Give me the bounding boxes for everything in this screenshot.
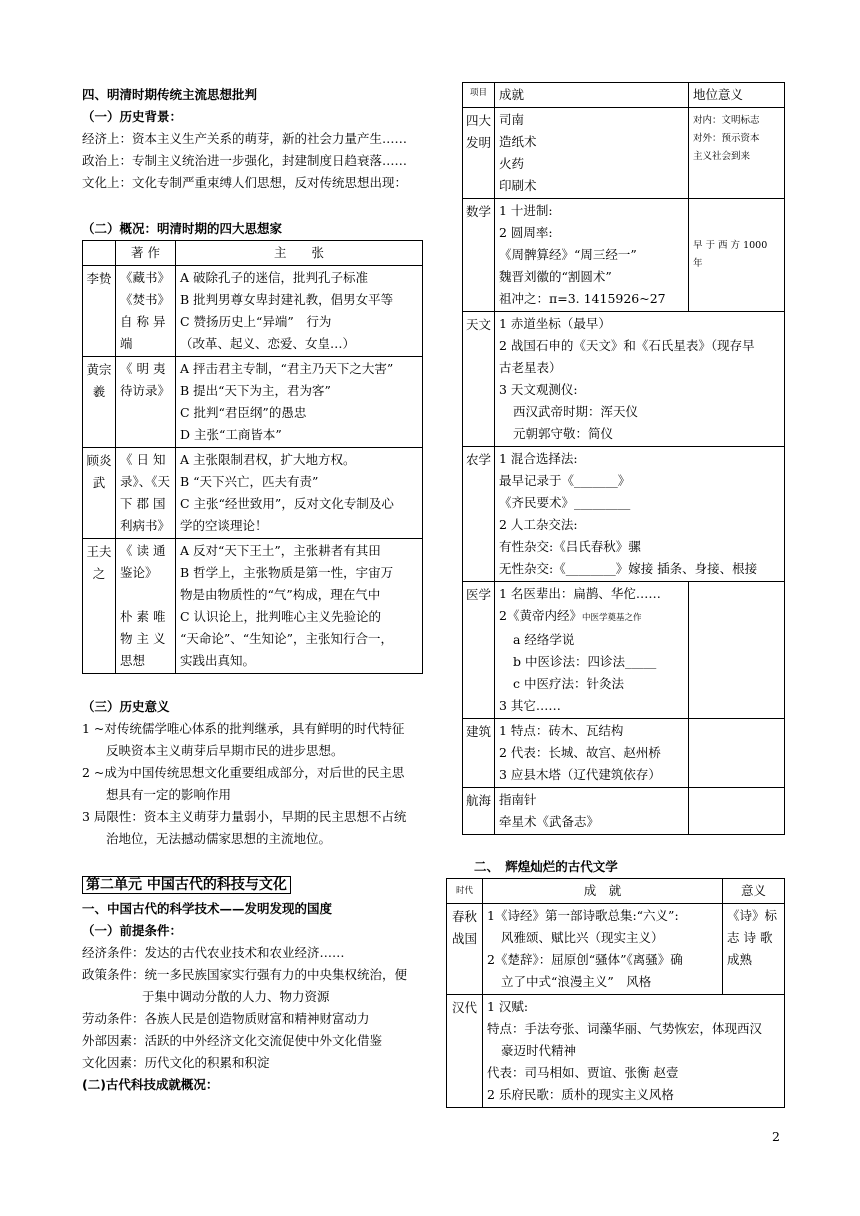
header-item: 项目 <box>463 83 495 108</box>
background-line: 文化上：文化专制严重束缚人们思想，反对传统思想出现： <box>82 175 408 190</box>
tech-content: 指南针 牵星术《武备志》 <box>495 788 689 835</box>
thinkers-table <box>82 240 423 674</box>
thinker-name: 黄宗羲 <box>83 357 116 448</box>
prerequisites-title: （一）前提条件： <box>82 923 183 938</box>
table-row <box>463 582 785 719</box>
background-line: 政治上：专制主义统治进一步强化，封建制度日趋衰落…… <box>82 153 408 168</box>
unit-2-title: 第二单元 中国古代的科技与文化 <box>82 876 291 894</box>
literature-significance: 《诗》标 志 诗 歌 成熟 <box>723 904 785 995</box>
table-row <box>83 357 423 448</box>
thinker-name: 顾炎武 <box>83 448 116 539</box>
tech-item: 农学 <box>463 447 495 582</box>
tech-significance <box>689 788 785 835</box>
thinker-name: 王夫之 <box>83 539 116 674</box>
header-achievement: 成 就 <box>483 879 723 904</box>
table-row <box>463 719 785 788</box>
tech-content: 司南 造纸术 火药 印刷术 <box>495 108 689 199</box>
thinker-works: 《 日 知 录》、《天 下 郡 国 利病书》 <box>116 448 176 539</box>
header-significance: 意义 <box>723 879 785 904</box>
tech-achievements-table <box>462 82 785 835</box>
tech-item: 建筑 <box>463 719 495 788</box>
thinker-claims: A 反对“天下王土”，主张耕者有其田 B 哲学上，主张物质是第一性，宇宙万 物是由物质性的“气”构成，理在气中 C 认识论上，批判唯心主义先验论的 “天命论”、“生知论”，主张知行合一， 实践出真知。 <box>176 539 423 674</box>
table-row <box>447 995 785 1108</box>
background-title: （一）历史背景： <box>82 109 183 124</box>
thinker-claims: A 破除孔子的迷信，批判孔子标准 B 批判男尊女卑封建礼教，倡男女平等 C 赞扬历史上“异端” 行为 （改革、起义、恋爱、女皇…） <box>176 266 423 357</box>
thinker-claims: A 主张限制君权，扩大地方权。 B “天下兴亡，匹夫有责” C 主张“经世致用”，反对文化专制及心 学的空谈理论！ <box>176 448 423 539</box>
literature-header-row <box>447 879 785 904</box>
prerequisite-line: 政策条件：统一多民族国家实行强有力的中央集权统治，便 <box>82 967 408 982</box>
unit-2-subtitle: 一、中国古代的科学技术——发明发现的国度 <box>82 901 333 916</box>
table-row <box>463 108 785 199</box>
literature-title: 二、 辉煌灿烂的古代文学 <box>474 859 618 874</box>
header-significance: 地位意义 <box>689 83 785 108</box>
literature-content: 1《诗经》第一部诗歌总集:“六义”: 风雅颂、赋比兴（现实主义） 2《楚辞》：屈原创“骚体”《离骚》确 立了中式“浪漫主义” 风格 <box>483 904 723 995</box>
header-works: 著 作 <box>116 241 176 266</box>
tech-content: 1 名医辈出：扁鹊、华佗…… 2《黄帝内经》中医学奠基之作 a 经络学说 b 中医诊法：四诊法_____ c 中医疗法：针灸法 3 其它…… <box>495 582 689 719</box>
thinker-works: 《 读 通 鉴论》 朴 素 唯 物 主 义 思想 <box>116 539 176 674</box>
prerequisite-line: 外部因素：活跃的中外经济文化交流促使中外文化借鉴 <box>82 1033 383 1048</box>
prerequisite-line: 劳动条件：各族人民是创造物质财富和精神财富动力 <box>82 1011 370 1026</box>
thinker-name: 李贽 <box>83 266 116 357</box>
literature-table <box>446 878 785 1108</box>
tech-content: 1 混合选择法: 最早记录于《_______》 《齐民要术》_________ 2 人工杂交法: 有性杂交:《吕氏春秋》骡 无性杂交:《________》嫁接 插条、身接、根接 <box>495 447 785 582</box>
table-row <box>83 266 423 357</box>
significance-line: 2 ~成为中国传统思想文化重要组成部分，对后世的民主思 <box>82 765 405 780</box>
table-row <box>83 539 423 674</box>
section-4-title: 四、明清时期传统主流思想批判 <box>82 87 258 102</box>
thinker-works: 《 明 夷 待访录》 <box>116 357 176 448</box>
header-achievement: 成就 <box>495 83 689 108</box>
significance-line: 反映资本主义萌芽后早期市民的进步思想。 <box>106 743 344 758</box>
literature-content: 1 汉赋: 特点：手法夸张、词藻华丽、气势恢宏，体现西汉 豪迈时代精神 代表：司马相如、贾谊、张衡 赵壹 2 乐府民歌：质朴的现实主义风格 <box>483 995 785 1108</box>
overview-title: （二）概况：明清时期的四大思想家 <box>82 221 283 236</box>
prerequisite-line: 经济条件：发达的古代农业技术和农业经济…… <box>82 945 345 960</box>
tech-content: 1 赤道坐标（最早） 2 战国石申的《天文》和《石氏星表》（现存早 古老星表） 3 天文观测仪: 西汉武帝时期：浑天仪 元朝郭守敬：简仪 <box>495 312 785 447</box>
significance-title: （三）历史意义 <box>82 699 170 714</box>
tech-content: 1 十进制: 2 圆周率: 《周髀算经》“周三经一” 魏晋刘徽的“割圆术” 祖冲之：π=3. 1415926~27 <box>495 199 689 312</box>
thinker-claims: A 抨击君主专制，“君主乃天下之大害” B 提出“天下为主，君为客” C 批判“君臣纲”的愚忠 D 主张“工商皆本” <box>176 357 423 448</box>
tech-item: 数学 <box>463 199 495 312</box>
thinker-works: 《藏书》 《焚书》 自 称 异 端 <box>116 266 176 357</box>
thinkers-header-row <box>83 241 423 266</box>
tech-header-row <box>463 83 785 108</box>
tech-overview-title: (二)古代科技成就概况： <box>82 1077 219 1092</box>
table-row <box>83 448 423 539</box>
tech-significance <box>689 719 785 788</box>
literature-era: 汉代 <box>447 995 483 1108</box>
table-row <box>463 312 785 447</box>
page-number: 2 <box>772 1129 780 1144</box>
tech-content: 1 特点：砖木、瓦结构 2 代表：长城、故宫、赵州桥 3 应县木塔（辽代建筑依存） <box>495 719 689 788</box>
prerequisite-line: 于集中调动分散的人力、物力资源 <box>142 989 330 1004</box>
table-row <box>463 788 785 835</box>
header-claims: 主 张 <box>176 241 423 266</box>
tech-significance: 早 于 西 方 1000 年 <box>689 199 785 312</box>
tech-significance <box>689 582 785 719</box>
table-row <box>463 447 785 582</box>
header-era: 时代 <box>447 879 483 904</box>
significance-line: 1 ~对传统儒学唯心体系的批判继承，具有鲜明的时代特征 <box>82 721 405 736</box>
prerequisite-line: 文化因素：历代文化的积累和积淀 <box>82 1055 270 1070</box>
background-line: 经济上：资本主义生产关系的萌芽，新的社会力量产生…… <box>82 131 408 146</box>
tech-item: 四大发明 <box>463 108 495 199</box>
significance-line: 治地位，无法撼动儒家思想的主流地位。 <box>106 831 332 846</box>
tech-significance: 对内：文明标志 对外：预示资本 主义社会到来 <box>689 108 785 199</box>
table-row <box>447 904 785 995</box>
tech-item: 航海 <box>463 788 495 835</box>
table-row <box>463 199 785 312</box>
tech-item: 医学 <box>463 582 495 719</box>
tech-item: 天文 <box>463 312 495 447</box>
literature-era: 春秋战国 <box>447 904 483 995</box>
neijing-note: 中医学奠基之作 <box>581 613 642 623</box>
significance-line: 3 局限性：资本主义萌芽力量弱小，早期的民主思想不占统 <box>82 809 407 824</box>
significance-line: 想具有一定的影响作用 <box>106 787 232 802</box>
